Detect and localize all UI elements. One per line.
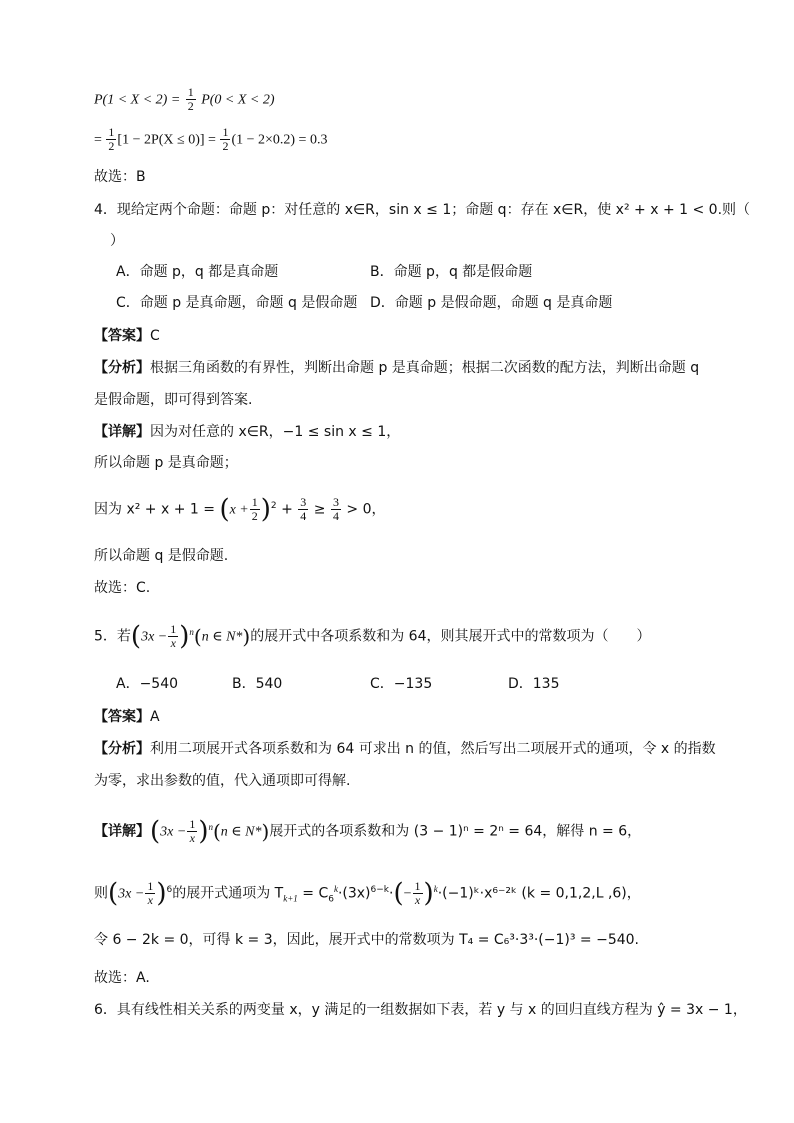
detail-tag: 【详解】 [94,823,150,840]
denominator: 2 [108,139,115,153]
fraction-3-4: $\frac{3}{4}$ [300,495,307,524]
q4-option-d: D．命题 p 是假命题，命题 q 是真命题 [370,295,613,311]
q5-option-a: A．−540 [116,676,179,692]
q4-option-c: C．命题 p 是真命题，命题 q 是假命题 [116,295,358,311]
q5-detail-line-3: 令 6 − 2k = 0，可得 k = 3，因此，展开式中的常数项为 T₄ = C₆³·3³·(−1)³ = −540. [94,932,640,948]
detail-text: ≥ [309,501,330,518]
fraction-1-x: $\frac{1}{x}$ [147,879,154,908]
detail-text: 展开式的各项系数和为 (3 − 1)ⁿ = 2ⁿ = 64，解得 n = 6， [269,823,642,840]
q4-stem-line-2: ） [110,233,124,249]
paren-open: ( [108,878,119,909]
formula-text: P(0 < X < 2) [201,92,275,108]
detail-text: = C [297,885,329,902]
denominator: 2 [187,99,194,113]
paren-open: ( [150,816,161,847]
formula-text: = [94,132,106,148]
numerator: 1 [222,125,229,139]
q5-option-d: D．135 [508,676,560,692]
answer-value: A [150,709,160,725]
numerator: 1 [187,85,194,99]
answer-tag: 【答案】 [94,328,150,344]
analysis-text: 利用二项展开式各项系数和为 64 可求出 n 的值，然后写出二项展开式的通项，令 x 的指数 [150,741,716,757]
q4-conclusion: 故选：C. [94,580,151,596]
fraction-half [250,496,260,523]
prev-formula-line-2 [94,126,327,153]
stem-text: 的展开式中各项系数和为 64，则其展开式中的常数项为（ ） [250,628,651,645]
q4-detail-line-4: 所以命题 q 是假命题. [94,548,229,564]
fraction-3-4: $\frac{3}{4}$ [332,495,339,524]
paren-close: ) [198,816,209,847]
q5-analysis-line-1 [94,739,716,759]
analysis-tag: 【分析】 [94,360,150,376]
paren-close: ) [260,494,271,525]
q5-detail-line-1: 【详解】(3x − $\frac{1}{x}$ )$^n$(n ∈ N*)展开式的各项系数和为 (3 − 1)ⁿ = 2ⁿ = 64，解得 n = 6， [94,816,642,847]
detail-text: 则 [94,885,108,902]
q4-detail-line-2: 所以命题 p 是真命题； [94,455,238,471]
q5-conclusion: 故选：A. [94,970,150,986]
detail-tag: 【详解】 [94,424,150,440]
fraction-1-x: $\frac{1}{x}$ [414,879,421,908]
q5-detail-line-2: 则(3x − $\frac{1}{x}$ )$^6$的展开式通项为 $T_{k+1} = C_6^k\cdot(3x)^{6-k}\cdot(-$ $\frac{1}{x}$ )$^k$·(−1)ᵏ·x⁶⁻²ᵏ (k = 0,1,2,L ,6)， [94,878,641,909]
detail-text: 的展开式通项为 T [172,885,284,902]
q4-detail-line-1 [94,422,400,442]
stem-text: 5．若 [94,628,131,645]
prev-formula-line-1 [94,86,275,113]
q5-analysis-line-2: 为零，求出参数的值，代入通项即可得解. [94,773,351,789]
q4-answer-line [94,326,160,346]
fraction-1-x: $\frac{1}{x}$ [170,622,177,651]
paren-open: ( [130,621,142,652]
paren-open: ( [219,494,230,525]
denominator: 2 [251,509,258,524]
paren-open: ( [393,878,404,909]
q4-option-b: B．命题 p，q 都是假命题 [370,264,533,280]
numerator: 1 [251,495,258,510]
numerator: 1 [108,125,115,139]
answer-value: C [150,328,160,344]
formula-text: [1 − 2P(X ≤ 0)] = [117,132,220,148]
q4-detail-line-3: 因为 x² + x + 1 = (x + $\frac{1}{2}$ )$^2$ + $\frac{3}{4}$ ≥ $\frac{3}{4}$ > 0， [94,494,386,525]
q4-analysis-line-1 [94,358,699,378]
formula-text: (1 − 2×0.2) = 0.3 [231,132,328,148]
fraction-1-x: $\frac{1}{x}$ [189,817,196,846]
fraction-half [106,126,116,153]
q4-analysis-line-2: 是假命题，即可得到答案. [94,392,253,408]
q5-option-b: B．540 [232,676,283,692]
analysis-tag: 【分析】 [94,741,150,757]
q4-option-a: A．命题 p，q 都是真命题 [116,264,279,280]
prev-answer: 故选：B [94,169,146,185]
q6-stem: 6．具有线性相关关系的两变量 x，y 满足的一组数据如下表，若 y 与 x 的回归直线方程为 ŷ = 3x − 1， [94,1002,747,1018]
detail-text: ·(−1)ᵏ·x⁶⁻²ᵏ (k = 0,1,2,L ,6)， [437,885,641,902]
q5-option-c: C．−135 [370,676,433,692]
paren-close: ) [179,621,190,652]
detail-text: > 0， [341,501,386,518]
detail-text: 因为 x² + x + 1 = [94,501,220,518]
fraction-half [220,126,230,153]
fraction-half [186,86,196,113]
detail-text: ·(3x) [337,885,371,902]
paren-close: ) [156,878,167,909]
formula-text: P(1 < X < 2) = [94,92,181,108]
analysis-text: 根据三角函数的有界性，判断出命题 p 是真命题；根据二次函数的配方法，判断出命题 q [150,360,700,376]
q5-stem: 5．若(3x − $\frac{1}{x}$ )$^n$(n ∈ N*)的展开式中各项系数和为 64，则其展开式中的常数项为（ ） [94,621,651,652]
q5-answer-line [94,707,160,727]
paren-close: ) [423,878,434,909]
answer-tag: 【答案】 [94,709,150,725]
detail-text: 因为对任意的 x∈R，−1 ≤ sin x ≤ 1， [150,424,401,440]
denominator: 2 [222,139,229,153]
detail-text: + [276,501,298,518]
q4-stem-line-1: 4．现给定两个命题：命题 p：对任意的 x∈R，sin x ≤ 1；命题 q：存在 x∈R，使 x² + x + 1 < 0.则（ [94,202,751,218]
